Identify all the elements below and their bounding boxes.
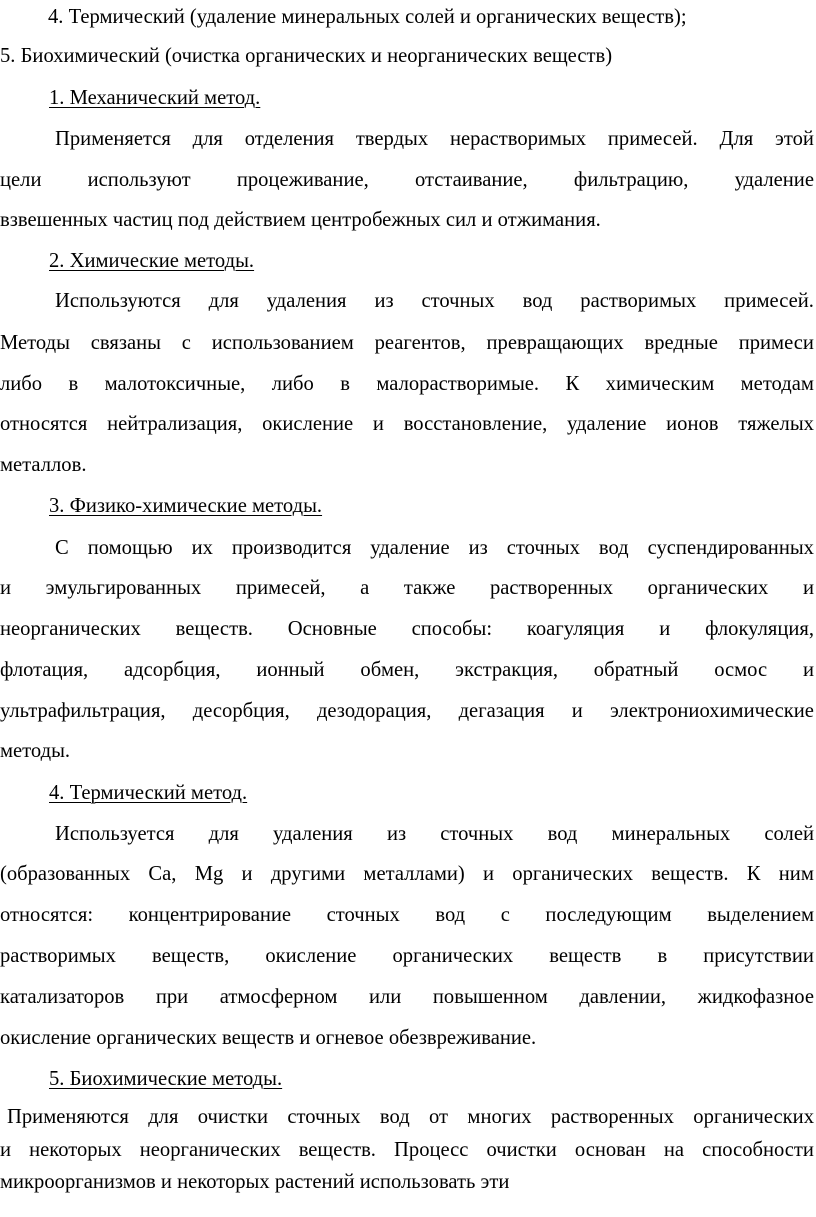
paragraph-line: катализаторов при атмосферном или повышенном давлении, жидкофазное bbox=[0, 986, 814, 1008]
paragraph-line: либо в малотоксичные, либо в малорастворимые. К химическим методам bbox=[0, 373, 814, 395]
paragraph-line: (образованных Ca, Mg и другими металлами) и органических веществ. К ним bbox=[0, 863, 814, 885]
paragraph-line: и эмульгированных примесей, а также растворенных органических и bbox=[0, 577, 814, 599]
intro-item-thermal: 4. Термический (удаление минеральных солей и органических веществ); bbox=[48, 6, 687, 28]
section-heading-thermal: 4. Термический метод. bbox=[49, 782, 248, 804]
paragraph-line: металлов. bbox=[0, 454, 87, 476]
section-heading-chemical: 2. Химические методы. bbox=[49, 250, 255, 272]
paragraph-line: окисление органических веществ и огневое обезвреживание. bbox=[0, 1027, 537, 1049]
paragraph-line: и некоторых неорганических веществ. Процесс очистки основан на способности bbox=[0, 1139, 814, 1161]
section-heading-mechanical: 1. Механический метод. bbox=[49, 87, 261, 109]
section-heading-biochemical: 5. Биохимические методы. bbox=[49, 1068, 283, 1090]
paragraph-line: Методы связаны с использованием реагентов, превращающих вредные примеси bbox=[0, 332, 814, 354]
paragraph-line: Применяются для очистки сточных вод от многих растворенных органических bbox=[7, 1106, 814, 1128]
paragraph-line: микроорганизмов и некоторых растений использовать эти bbox=[0, 1171, 510, 1193]
paragraph-line: Используются для удаления из сточных вод растворимых примесей. bbox=[55, 290, 814, 312]
intro-item-biochemical: 5. Биохимический (очистка органических и неорганических веществ) bbox=[0, 45, 613, 67]
paragraph-line: относятся нейтрализация, окисление и восстановление, удаление ионов тяжелых bbox=[0, 413, 814, 435]
paragraph-line: С помощью их производится удаление из сточных вод суспендированных bbox=[55, 537, 814, 559]
paragraph-line: ультрафильтрация, десорбция, дезодорация, дегазация и электрониохимические bbox=[0, 700, 814, 722]
paragraph-line: Используется для удаления из сточных вод минеральных солей bbox=[55, 823, 814, 845]
paragraph-line: взвешенных частиц под действием центробежных сил и отжимания. bbox=[0, 209, 601, 231]
section-heading-physicochemical: 3. Физико-химические методы. bbox=[49, 495, 323, 517]
paragraph-line: относятся: концентрирование сточных вод с последующим выделением bbox=[0, 904, 814, 926]
paragraph-line: флотация, адсорбция, ионный обмен, экстракция, обратный осмос и bbox=[0, 659, 814, 681]
paragraph-line: растворимых веществ, окисление органических веществ в присутствии bbox=[0, 945, 814, 967]
paragraph-line: методы. bbox=[0, 740, 71, 762]
paragraph-line: цели используют процеживание, отстаивание, фильтрацию, удаление bbox=[0, 169, 814, 191]
paragraph-line: неорганических веществ. Основные способы: коагуляция и флокуляция, bbox=[0, 618, 814, 640]
paragraph-line: Применяется для отделения твердых нерастворимых примесей. Для этой bbox=[55, 128, 814, 150]
